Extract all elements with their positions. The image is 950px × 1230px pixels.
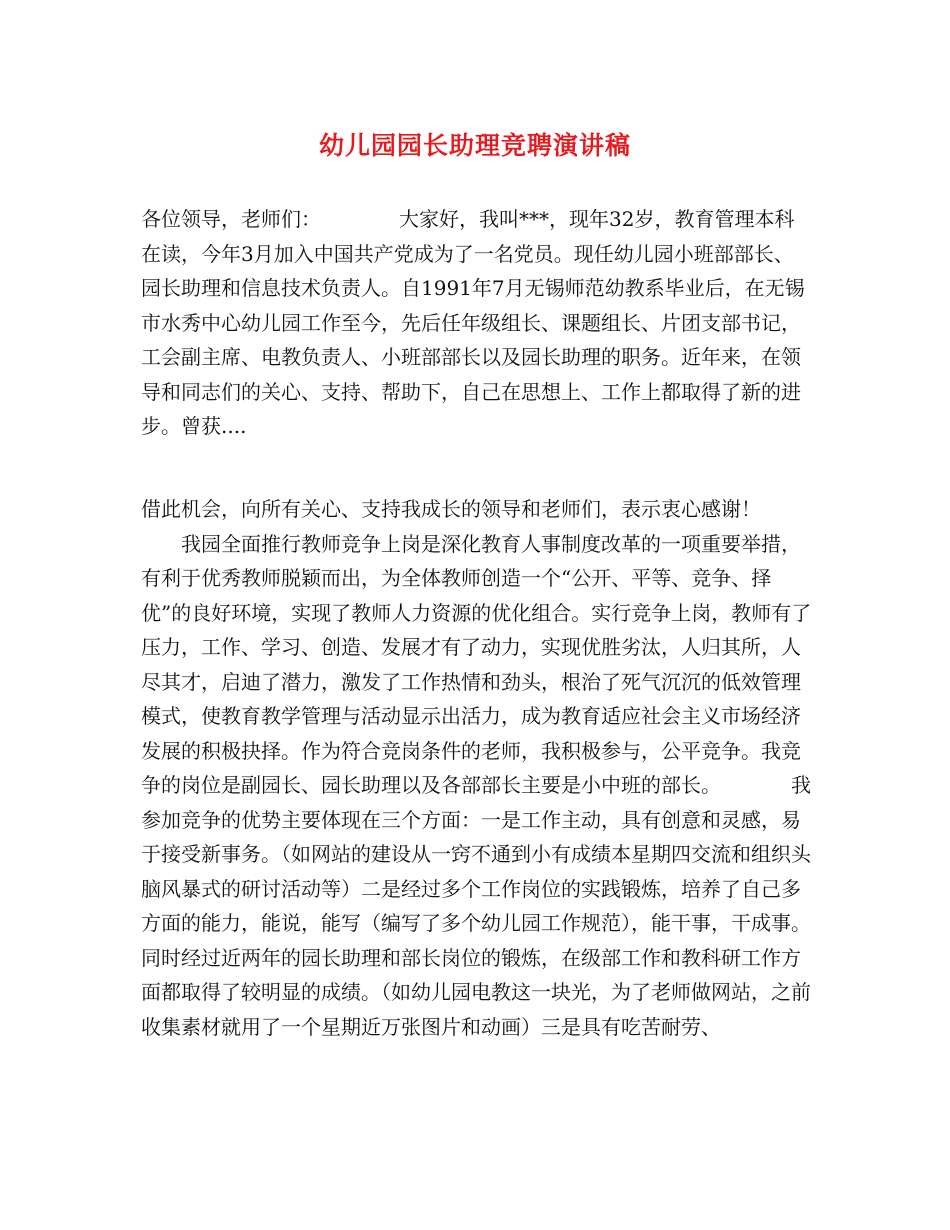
salutation: 各位领导，老师们： (141, 207, 321, 231)
intro-text: 大家好，我叫***，现年32岁，教育管理本科在读，今年3月加入中国共产党成为了一名党员。现任幼儿园小班部部长、园长助理和信息技术负责人。自1991年7月无锡师范幼教系毕业后，在无锡市水秀中心幼儿园工作至今，先后任年级组长、课题组长、片团支部书记，工会副主席、电教负责人、小班部部长以及园长助理的职务。近年来，在领导和同志们的关心、支持、帮助下，自己在思想上、工作上都取得了新的进步。曾获.... (141, 207, 805, 438)
intro-section (141, 202, 813, 444)
page-title: 幼儿园园长助理竞聘演讲稿 (318, 131, 631, 160)
reform-text-part2: 我参加竞争的优势主要体现在三个方面：一是工作主动，具有创意和灵感，易于接受新事务。（如网站的建设从一窍不通到小有成绩本星期四交流和组织头脑风暴式的研讨活动等）二是经过多个工作岗位的实践锻炼，培养了自己多方面的能力，能说，能写（编写了多个幼儿园工作规范），能干事，干成事。同时经过近两年的园长助理和部长岗位的锻炼，在级部工作和教科研工作方面都取得了较明显的成绩。（如幼儿园电教这一块光，为了老师做网站，之前收集素材就用了一个星期近万张图片和动画）三是具有吃苦耐劳、 (141, 773, 811, 1039)
reform-text-part1: 我园全面推行教师竞争上岗是深化教育人事制度改革的一项重要举措，有利于优秀教师脱颖而出，为全体教师创造一个“公开、平等、竞争、择优”的良好环境，实现了教师人力资源的优化组合。实行竞争上岗，教师有了压力，工作、学习、创造、发展才有了动力，实现优胜劣汰，人归其所，人尽其才，启迪了潜力，激发了工作热情和劲头，根治了死气沉沉的低效管理模式，使教育教学管理与活动显示出活力，成为教育适应社会主义市场经济发展的积极抉择。作为符合竞岗条件的老师，我积极参与，公平竞争。我竞争的岗位是副园长、园长助理以及各部部长主要是小中班的部长。 (141, 531, 812, 797)
reform-paragraph (141, 527, 813, 1045)
main-section (141, 492, 813, 1044)
intro-paragraph (141, 202, 813, 444)
thanks-paragraph: 借此机会，向所有关心、支持我成长的领导和老师们，表示衷心感谢！ (141, 497, 761, 521)
